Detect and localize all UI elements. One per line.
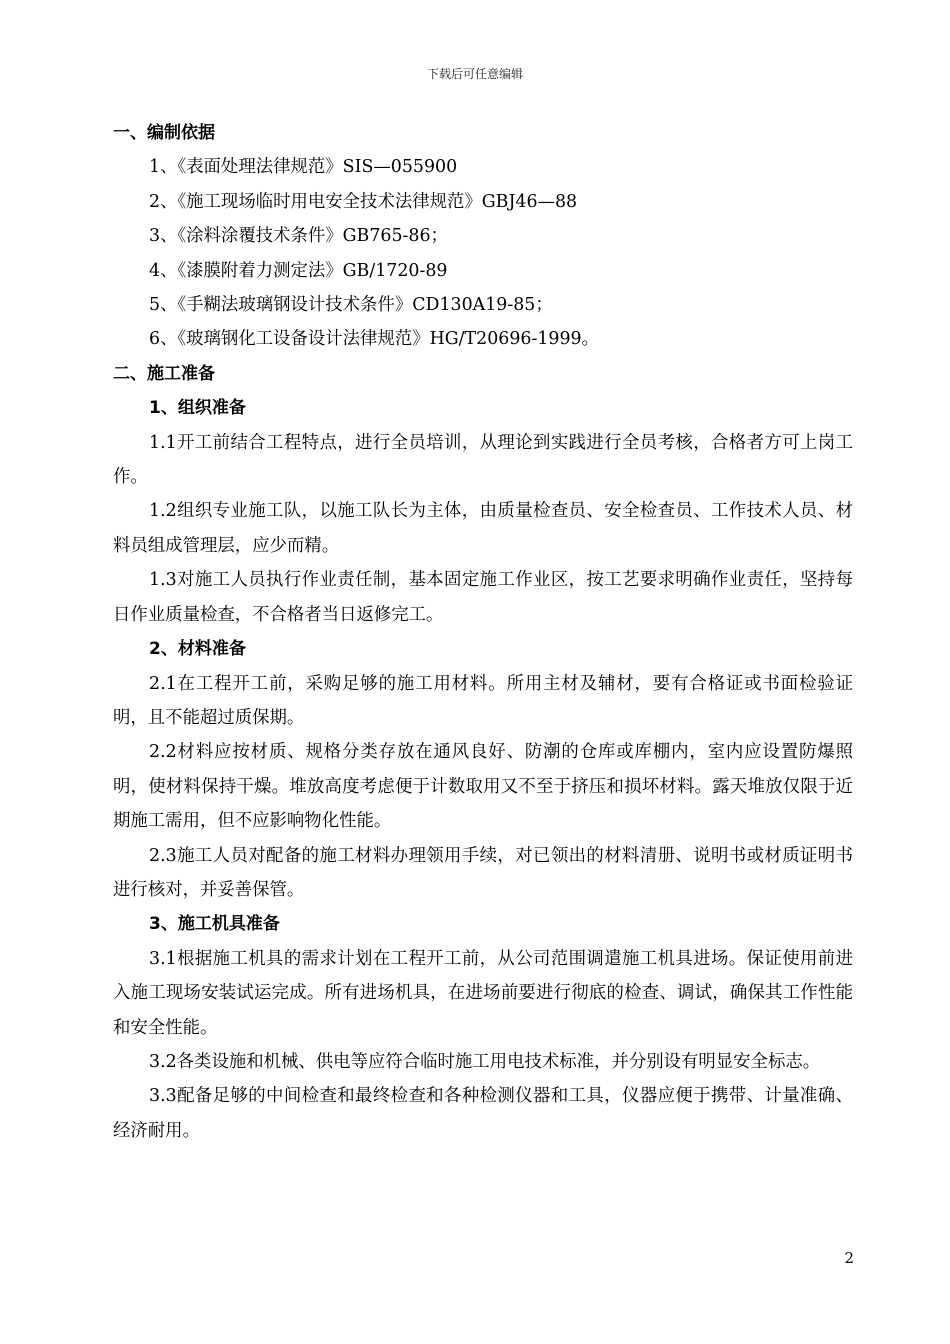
subsection-heading-materials: 2、材料准备 xyxy=(149,639,246,660)
subsection-heading-equipment: 3、施工机具准备 xyxy=(149,914,280,935)
reference-item: 3、《涂料涂覆技术条件》GB765-86； xyxy=(149,226,448,247)
page-number: 2 xyxy=(844,1249,854,1267)
subsection-heading-organization: 1、组织准备 xyxy=(149,398,246,419)
paragraph: 3.2各类设施和机械、供电等应符合临时施工用电技术标准，并分别设有明显安全标志。 xyxy=(149,1051,821,1072)
section-heading-basis: 一、编制依据 xyxy=(113,123,215,143)
reference-item: 4、《漆膜附着力测定法》GB/1720-89 xyxy=(149,260,448,281)
reference-item: 5、《手糊法玻璃钢设计技术条件》CD130A19-85； xyxy=(149,295,553,316)
reference-item: 6、《玻璃钢化工设备设计法律规范》HG/T20696-1999。 xyxy=(149,329,599,350)
paragraph: 3.1根据施工机具的需求计划在工程开工前，从公司范围调遣施工机具进场。保证使用前进入施工现场安装试运完成。所有进场机具，在进场前要进行彻底的检查、调试，确保其工作性能和安全性能。 xyxy=(113,948,853,1038)
paragraph: 3.3配备足够的中间检查和最终检查和各种检测仪器和工具，仪器应便于携带、计量准确、经济耐用。 xyxy=(113,1086,853,1141)
paragraph: 1.2组织专业施工队，以施工队长为主体，由质量检查员、安全检查员、工作技术人员、材料员组成管理层，应少而精。 xyxy=(113,501,853,556)
paragraph: 1.1开工前结合工程特点，进行全员培训，从理论到实践进行全员考核，合格者方可上岗工作。 xyxy=(113,432,853,488)
page-header-note: 下载后可任意编辑 xyxy=(426,67,523,81)
paragraph: 1.3对施工人员执行作业责任制，基本固定施工作业区，按工艺要求明确作业责任，坚持每日作业质量检查，不合格者当日返修完工。 xyxy=(113,570,853,625)
document-body xyxy=(113,116,853,1148)
paragraph: 2.1在工程开工前，采购足够的施工用材料。所用主材及辅材，要有合格证或书面检验证明，且不能超过质保期。 xyxy=(113,673,853,728)
paragraph: 2.3施工人员对配备的施工材料办理领用手续，对已领出的材料清册、说明书或材质证明书进行核对，并妥善保管。 xyxy=(113,845,853,900)
reference-item: 2、《施工现场临时用电安全技术法律规范》GBJ46—88 xyxy=(149,191,578,212)
reference-item: 1、《表面处理法律规范》SIS—055900 xyxy=(149,157,458,178)
paragraph: 2.2材料应按材质、规格分类存放在通风良好、防潮的仓库或库棚内，室内应设置防爆照明，使材料保持干燥。堆放高度考虑便于计数取用又不至于挤压和损坏材料。露天堆放仅限于近期施工需用，但不应影响物化性能。 xyxy=(113,742,853,832)
section-heading-preparation: 二、施工准备 xyxy=(113,363,215,384)
